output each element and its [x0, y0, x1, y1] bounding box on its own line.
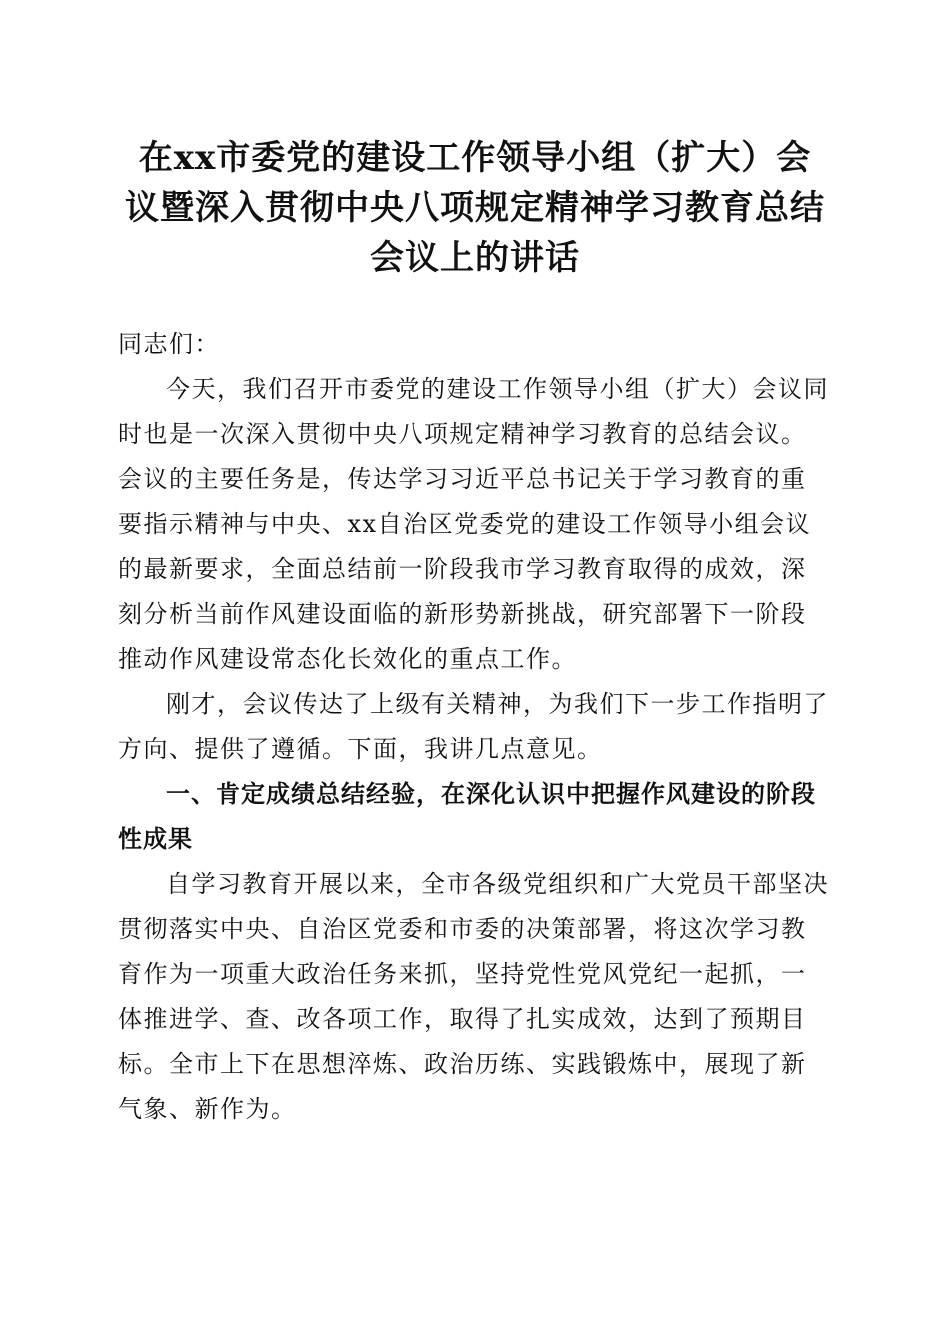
section-heading: 一、肯定成绩总结经验，在深化认识中把握作风建设的阶段性成果 [118, 780, 816, 853]
document-title [115, 133, 835, 283]
title-line: 在xx市委党的建设工作领导小组（扩大）会 [138, 138, 812, 178]
title-line: 议暨深入贯彻中央八项规定精神学习教育总结 [125, 188, 825, 228]
salutation: 同志们： [118, 330, 220, 358]
title-line: 会议上的讲话 [370, 238, 580, 278]
section-paragraph: 自学习教育开展以来，全市各级党组织和广大党员干部坚决贯彻落实中央、自治区党委和市委的决策部署，将这次学习教育作为一项重大政治任务来抓，坚持党性党风党纪一起抓，一体推进学、查、改各项工作，取得了扎实成效，达到了预期目标。全市上下在思想淬炼、政治历练、实践锻炼中，展现了新气象、新作为。 [118, 870, 829, 1123]
paragraph-transition: 刚才，会议传达了上级有关精神，为我们下一步工作指明了方向、提供了遵循。下面，我讲几点意见。 [118, 690, 829, 763]
document-body [118, 322, 830, 1132]
paragraph-intro: 今天，我们召开市委党的建设工作领导小组（扩大）会议同时也是一次深入贯彻中央八项规定精神学习教育的总结会议。会议的主要任务是，传达学习习近平总书记关于学习教育的重要指示精神与中央、xx自治区党委党的建设工作领导小组会议的最新要求，全面总结前一阶段我市学习教育取得的成效，深刻分析当前作风建设面临的新形势新挑战，研究部署下一阶段推动作风建设常态化长效化的重点工作。 [118, 375, 829, 673]
